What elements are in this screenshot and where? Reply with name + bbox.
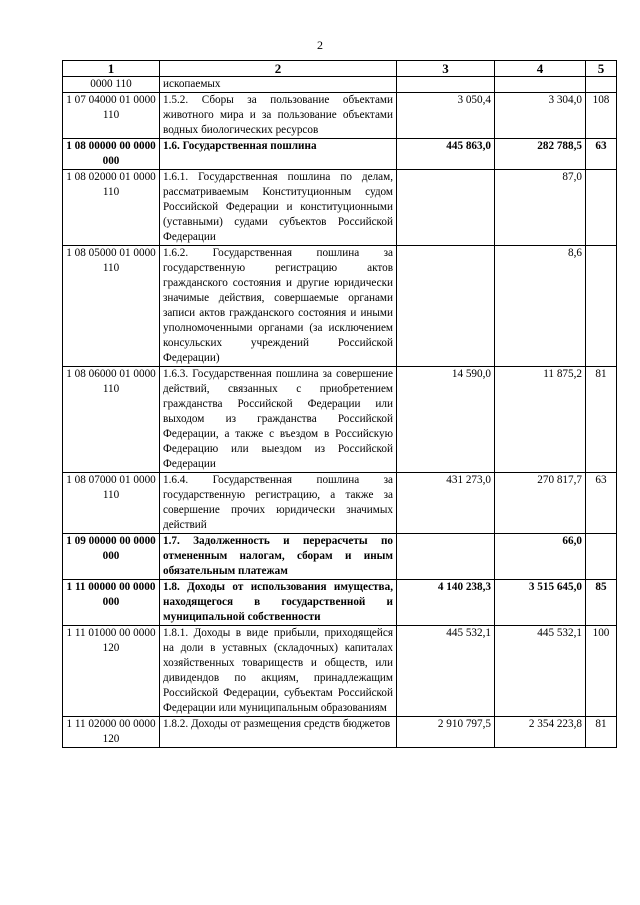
table-header-row <box>63 61 617 77</box>
column-header-description: 2 <box>160 61 397 77</box>
table-row <box>63 170 617 246</box>
code-cell: 1 11 02000 00 0000 120 <box>63 717 160 748</box>
code-cell: 1 07 04000 01 0000 110 <box>63 93 160 139</box>
description-cell: ископаемых <box>160 77 397 93</box>
page-number: 2 <box>317 38 323 52</box>
value-col4-cell <box>495 77 586 93</box>
percent-cell: 81 <box>586 717 617 748</box>
value-col3-cell <box>397 246 495 367</box>
value-col3-cell: 3 050,4 <box>397 93 495 139</box>
percent-cell: 85 <box>586 580 617 626</box>
percent-cell: 108 <box>586 93 617 139</box>
description-cell: 1.6.4. Государственная пошлина за государственную регистрацию, а также за совершение прочих юридически значимых действий <box>160 473 397 534</box>
value-col3-cell: 14 590,0 <box>397 367 495 473</box>
code-cell: 1 08 00000 00 0000 000 <box>63 139 160 170</box>
table-row <box>63 246 617 367</box>
budget-revenue-table <box>62 60 617 748</box>
column-header-5: 5 <box>586 61 617 77</box>
code-cell: 1 08 02000 01 0000 110 <box>63 170 160 246</box>
column-header-4: 4 <box>495 61 586 77</box>
value-col3-cell <box>397 170 495 246</box>
column-header-3: 3 <box>397 61 495 77</box>
value-col3-cell <box>397 534 495 580</box>
value-col4-cell: 8,6 <box>495 246 586 367</box>
value-col3-cell: 2 910 797,5 <box>397 717 495 748</box>
value-col4-cell: 87,0 <box>495 170 586 246</box>
value-col4-cell: 2 354 223,8 <box>495 717 586 748</box>
value-col4-cell: 445 532,1 <box>495 626 586 717</box>
percent-cell <box>586 77 617 93</box>
description-cell: 1.6. Государственная пошлина <box>160 139 397 170</box>
percent-cell <box>586 170 617 246</box>
code-cell: 0000 110 <box>63 77 160 93</box>
value-col4-cell: 282 788,5 <box>495 139 586 170</box>
value-col3-cell: 445 863,0 <box>397 139 495 170</box>
percent-cell: 63 <box>586 473 617 534</box>
value-col4-cell: 3 304,0 <box>495 93 586 139</box>
value-col3-cell: 4 140 238,3 <box>397 580 495 626</box>
code-cell: 1 11 01000 00 0000 120 <box>63 626 160 717</box>
table-row <box>63 77 617 93</box>
description-cell: 1.6.3. Государственная пошлина за совершение действий, связанных с приобретением гражданства Российской Федерации или выходом из гражданства Российской Федерации, а также с въездом в Российскую Федерацию или выездом из Российской Федерации <box>160 367 397 473</box>
table-row <box>63 139 617 170</box>
value-col4-cell: 270 817,7 <box>495 473 586 534</box>
description-cell: 1.7. Задолженность и перерасчеты по отмененным налогам, сборам и иным обязательным платежам <box>160 534 397 580</box>
table-row <box>63 580 617 626</box>
value-col4-cell: 66,0 <box>495 534 586 580</box>
table-row <box>63 534 617 580</box>
description-cell: 1.8.1. Доходы в виде прибыли, приходящейся на доли в уставных (складочных) капиталах хозяйственных товариществ и обществ, или дивидендов по акциям, принадлежащим Российской Федерации, субъектам Российской Федерации или муниципальным образованиям <box>160 626 397 717</box>
description-cell: 1.6.2. Государственная пошлина за государственную регистрацию актов гражданского состояния и другие юридически значимые действия, совершаемые органами записи актов гражданского состояния и иными уполномоченными органами (за исключением консульских учреждений Российской Федерации) <box>160 246 397 367</box>
percent-cell: 100 <box>586 626 617 717</box>
value-col3-cell: 445 532,1 <box>397 626 495 717</box>
description-cell: 1.8. Доходы от использования имущества, находящегося в государственной и муниципальной собственности <box>160 580 397 626</box>
percent-cell <box>586 534 617 580</box>
column-header-code: 1 <box>63 61 160 77</box>
code-cell: 1 08 05000 01 0000 110 <box>63 246 160 367</box>
table-row <box>63 473 617 534</box>
percent-cell: 81 <box>586 367 617 473</box>
table-row <box>63 93 617 139</box>
code-cell: 1 08 06000 01 0000 110 <box>63 367 160 473</box>
value-col3-cell <box>397 77 495 93</box>
table-body <box>63 77 617 748</box>
table-row <box>63 717 617 748</box>
code-cell: 1 09 00000 00 0000 000 <box>63 534 160 580</box>
table-row <box>63 626 617 717</box>
value-col4-cell: 11 875,2 <box>495 367 586 473</box>
table-row <box>63 367 617 473</box>
value-col4-cell: 3 515 645,0 <box>495 580 586 626</box>
description-cell: 1.8.2. Доходы от размещения средств бюджетов <box>160 717 397 748</box>
percent-cell <box>586 246 617 367</box>
code-cell: 1 11 00000 00 0000 000 <box>63 580 160 626</box>
percent-cell: 63 <box>586 139 617 170</box>
code-cell: 1 08 07000 01 0000 110 <box>63 473 160 534</box>
description-cell: 1.5.2. Сборы за пользование объектами животного мира и за пользование объектами водных биологических ресурсов <box>160 93 397 139</box>
description-cell: 1.6.1. Государственная пошлина по делам, рассматриваемым Конституционным судом Российской Федерации и конституционными (уставными) судами субъектов Российской Федерации <box>160 170 397 246</box>
value-col3-cell: 431 273,0 <box>397 473 495 534</box>
